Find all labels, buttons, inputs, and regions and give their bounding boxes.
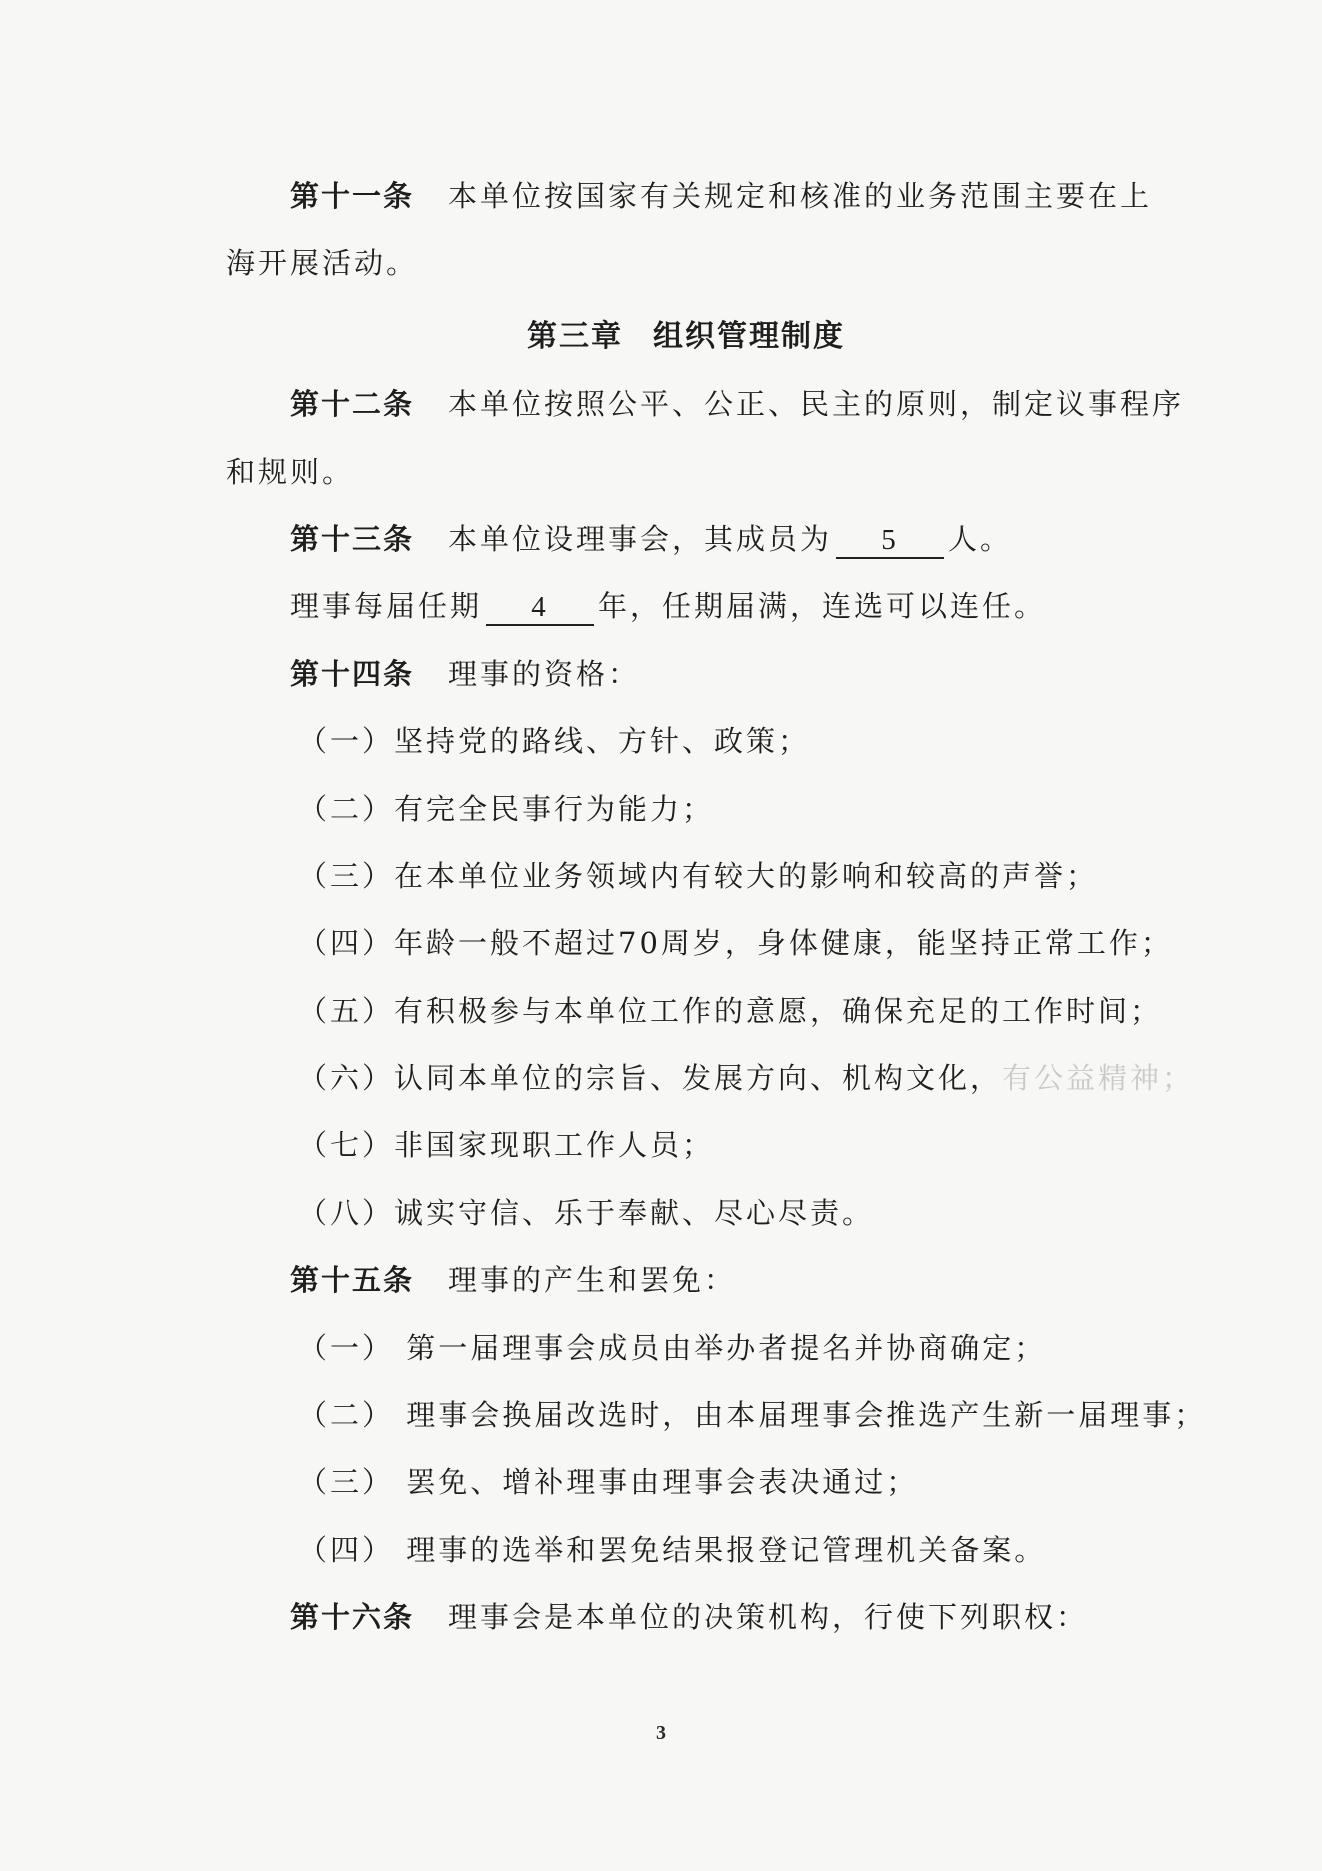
- article-13-heading: 第十三条: [290, 521, 415, 556]
- article-12-line-1: [226, 384, 1185, 424]
- article-11-text: 本单位按国家有关规定和核准的业务范围主要在上: [448, 179, 1153, 213]
- article-14-text: 理事的资格：: [448, 656, 641, 691]
- article-11-heading: 第十一条: [290, 179, 415, 213]
- article-14-item-6-faded: 有公益精神；: [1002, 1061, 1195, 1096]
- article-16-line: [226, 1597, 1146, 1637]
- article-12-heading: 第十二条: [290, 387, 415, 422]
- article-13-line-1: [226, 519, 1146, 559]
- article-14-item-8: （八）诚实守信、乐于奉献、尽心尽责。: [298, 1195, 875, 1230]
- chapter-heading: [226, 311, 1146, 357]
- article-16-text: 理事会是本单位的决策机构，行使下列职权：: [448, 1600, 1089, 1635]
- article-14-item-4: （四）年龄一般不超过70周岁，身体健康，能坚持正常工作；: [298, 926, 1173, 961]
- chapter-number: 第三章: [527, 318, 623, 354]
- article-11-text-cont: 海开展活动。: [226, 246, 419, 281]
- article-14-item-3: （三）在本单位业务领域内有较大的影响和较高的声誉；: [298, 858, 1099, 893]
- article-15-item-2: （二） 理事会换届改选时，由本届理事会推选产生新一届理事；: [298, 1398, 1207, 1433]
- article-11-line-2: [226, 243, 1146, 283]
- term-text-before: 理事每届任期: [290, 589, 483, 624]
- article-14-item-5: （五）有积极参与本单位工作的意愿，确保充足的工作时间；: [298, 993, 1163, 1028]
- article-12-text: 本单位按照公平、公正、民主的原则，制定议事程序: [448, 387, 1185, 422]
- chapter-title: 组织管理制度: [653, 318, 845, 354]
- article-15-item-1: （一） 第一届理事会成员由举办者提名并协商确定；: [298, 1330, 1047, 1365]
- article-16-heading: 第十六条: [290, 1600, 415, 1635]
- article-14-item-1: （一）坚持党的路线、方针、政策；: [298, 724, 811, 759]
- article-12-text-cont: 和规则。: [226, 454, 355, 489]
- page-number: 3: [656, 1722, 666, 1744]
- article-12-line-2: [226, 452, 1146, 492]
- article-14-item-7: （七）非国家现职工作人员；: [298, 1128, 715, 1163]
- article-14-item-6-text: （六）认同本单位的宗旨、发展方向、机构文化，: [298, 1061, 1003, 1096]
- term-text-after: 年，任期届满，连选可以连任。: [598, 589, 1047, 624]
- article-15-text: 理事的产生和罢免：: [448, 1263, 737, 1298]
- article-14-item-6: [226, 1058, 1195, 1098]
- article-14-heading: 第十四条: [290, 656, 415, 691]
- term-years-field: 4: [486, 590, 594, 626]
- article-13-line-2: [226, 586, 1146, 626]
- article-15-heading: 第十五条: [290, 1263, 415, 1298]
- article-14-line: [226, 654, 1146, 694]
- article-11-line-1: [226, 176, 1153, 216]
- member-count-field: 5: [836, 523, 944, 559]
- article-13-text-before: 本单位设理事会，其成员为: [448, 521, 833, 556]
- article-13-text-after: 人。: [948, 521, 1013, 556]
- document-body: [226, 176, 1207, 1665]
- article-14-item-2: （二）有完全民事行为能力；: [298, 791, 715, 826]
- article-15-item-3: （三） 罢免、增补理事由理事会表决通过；: [298, 1465, 919, 1500]
- article-15-item-4: （四） 理事的选举和罢免结果报登记管理机关备案。: [298, 1532, 1047, 1567]
- article-15-line: [226, 1260, 1146, 1300]
